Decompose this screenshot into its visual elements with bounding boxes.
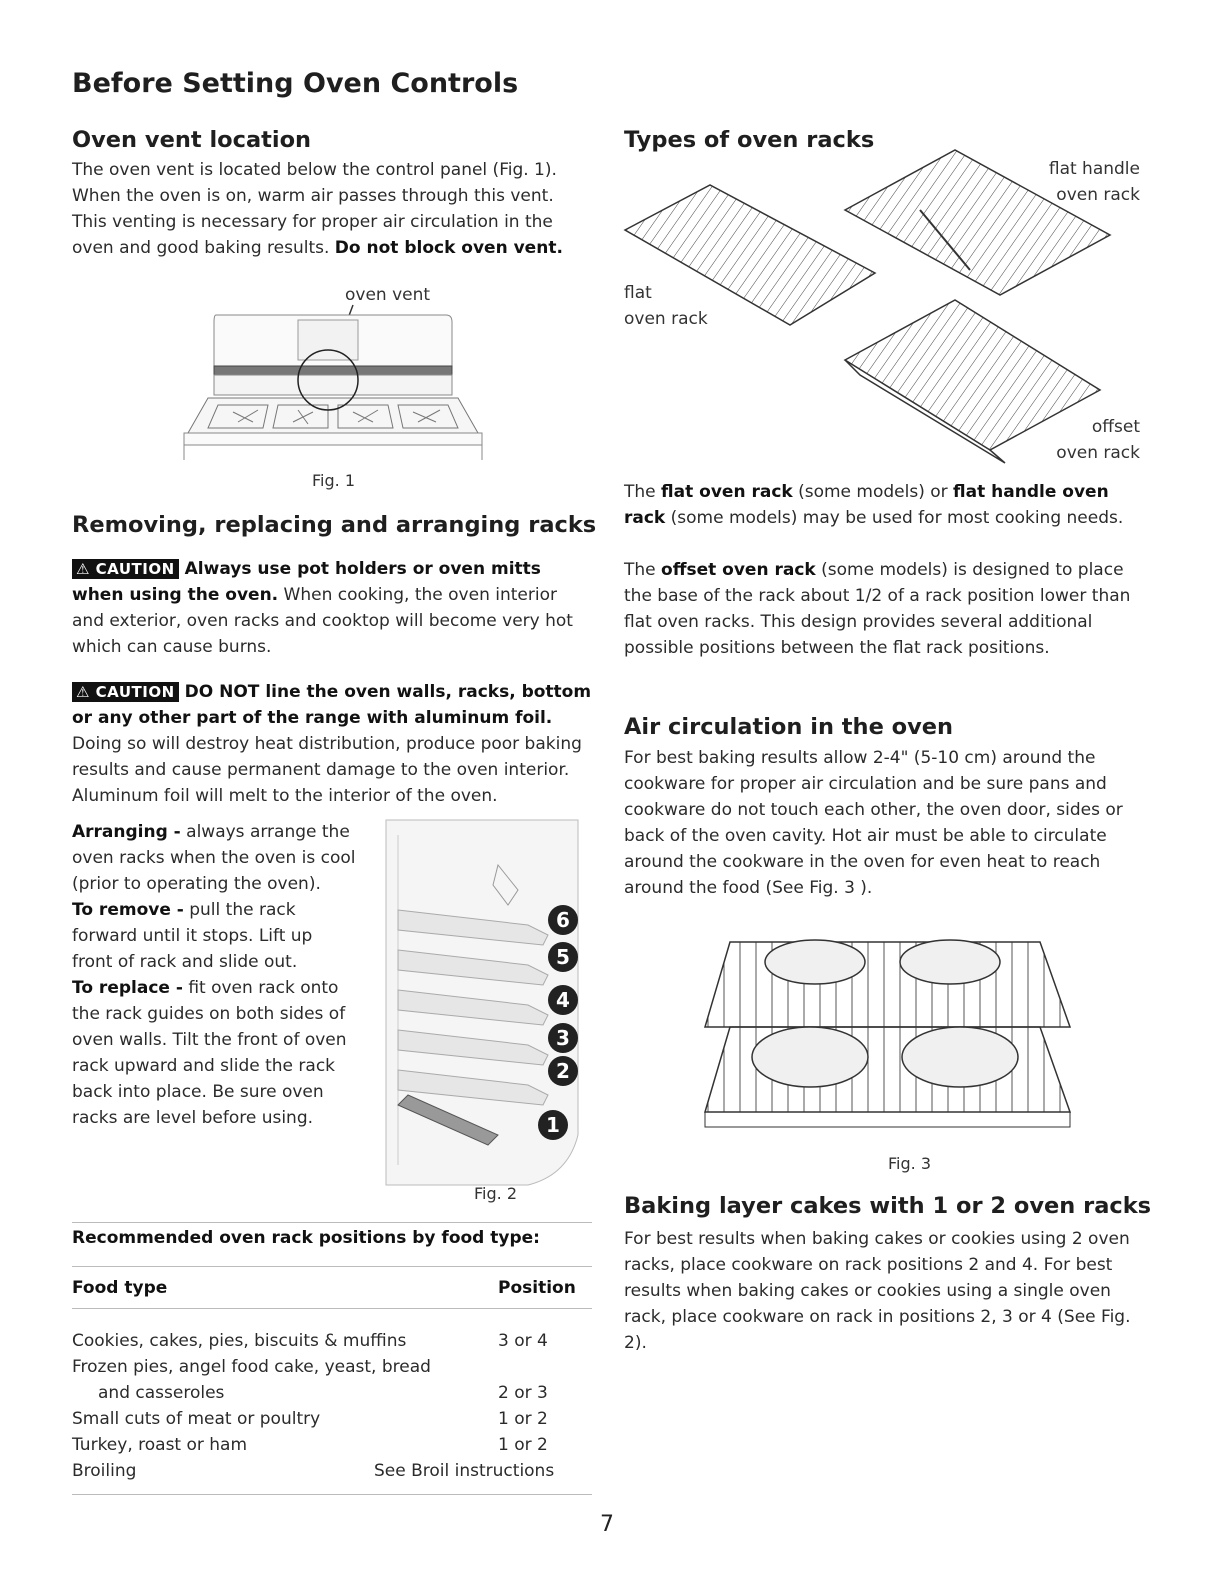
caution-badge: ⚠ CAUTION (72, 559, 179, 579)
fig1-caption: Fig. 1 (312, 471, 355, 490)
vent-figure-label: oven vent (345, 285, 431, 305)
col-header-position: Position (498, 1278, 576, 1298)
divider (72, 1266, 592, 1267)
table-row (72, 1432, 592, 1458)
position-cell: See Broil instructions (374, 1461, 555, 1481)
vent-warning: Do not block oven vent. (334, 238, 563, 258)
divider (72, 1308, 592, 1309)
flat-rack-label: flat oven rack (624, 283, 708, 329)
table-row (72, 1458, 592, 1484)
baking-body: For best results when baking cakes or cookies using 2 oven racks, place cookware on rack positions 2 and 4. For best results when baking cakes or cookies using a single oven rack, place cookware on rack in positions 2, 3 or 4 (See Fig. 2). (624, 1229, 1131, 1353)
rack-instructions (72, 819, 357, 1131)
position-cell: 1 or 2 (498, 1409, 548, 1429)
food-cell: Cookies, cakes, pies, biscuits & muffins (72, 1331, 407, 1351)
rack-number: 4 (556, 988, 570, 1012)
rack-number: 2 (556, 1059, 570, 1083)
caution1-text: When cooking, the oven interior and exterior, oven racks and cooktop will become very hot which can cause burns. (72, 585, 573, 657)
remove-label: To remove - (72, 900, 184, 920)
divider (72, 1494, 592, 1495)
offset-rack-label: offset oven rack (1056, 417, 1140, 463)
table-row (72, 1406, 592, 1432)
food-cell: Turkey, roast or ham (72, 1435, 248, 1455)
remove-text: pull the rack forward until it stops. Lift up front of rack and slide out. (72, 900, 313, 972)
range-illustration (178, 300, 488, 465)
table-title: Recommended oven rack positions by food type: (72, 1228, 540, 1248)
air-heading: Air circulation in the oven (624, 714, 954, 740)
food-cell: and casseroles (98, 1383, 225, 1403)
oven-interior-illustration (378, 815, 598, 1195)
position-cell: 1 or 2 (498, 1435, 548, 1455)
caution2-text: Doing so will destroy heat distribution, produce poor baking results and cause permanent damage to the oven interior. Aluminum foil will melt to the interior of the oven. (72, 734, 582, 806)
position-cell: 3 or 4 (498, 1331, 548, 1351)
vent-heading: Oven vent location (72, 127, 312, 153)
col-header-food: Food type (72, 1278, 168, 1298)
food-cell: Small cuts of meat or poultry (72, 1409, 321, 1429)
position-cell: 2 or 3 (498, 1383, 548, 1403)
food-cell: Broiling (72, 1461, 137, 1481)
vent-body: The oven vent is located below the control panel (Fig. 1). When the oven is on, warm air passes through this vent. This venting is necessary for proper air circulation in the oven and good baking results. (72, 160, 557, 258)
caution2 (72, 679, 592, 809)
replace-label: To replace - (72, 978, 183, 998)
rack-number: 1 (546, 1113, 560, 1137)
table-row (72, 1328, 592, 1354)
rack-number: 6 (556, 908, 570, 932)
rack-types-heading: Types of oven racks (624, 127, 875, 153)
food-cell: Frozen pies, angel food cake, yeast, bread (72, 1357, 431, 1377)
fig2-caption: Fig. 2 (474, 1184, 517, 1203)
rack-number: 3 (556, 1026, 570, 1050)
table-row (72, 1380, 592, 1406)
table-row (72, 1354, 592, 1380)
arranging-text: always arrange the oven racks when the oven is cool (prior to operating the oven). (72, 822, 356, 894)
vent-paragraph (72, 157, 592, 261)
caution1 (72, 556, 592, 660)
fig3-caption: Fig. 3 (888, 1154, 931, 1173)
rack-types-paragraph-1: The flat oven rack (some models) or flat handle oven rack (some models) may be used for most cooking needs. (624, 482, 1124, 528)
replace-text: fit oven rack onto the rack guides on both sides of oven walls. Tilt the front of oven rack upward and slide the rack back into place. Be sure oven racks are level before using. (72, 978, 347, 1128)
caution2-bold: DO NOT line the oven walls, racks, bottom or any other part of the range with aluminum foil. (72, 682, 592, 728)
air-body: For best baking results allow 2-4" (5-10 cm) around the cookware for proper air circulation and be sure pans and cookware do not touch each other, the oven door, sides or back of the oven cavity. Hot air must be able to circulate around the cookware in the oven for even heat to reach around the food (See Fig. 3 ). (624, 748, 1123, 898)
racks-heading: Removing, replacing and arranging racks (72, 512, 597, 538)
caution1-bold: Always use pot holders or oven mitts when using the oven. (72, 559, 541, 605)
divider (72, 1222, 592, 1223)
arranging-label: Arranging - (72, 822, 181, 842)
pans-on-racks-illustration (700, 932, 1080, 1142)
baking-heading: Baking layer cakes with 1 or 2 oven racks (624, 1193, 1152, 1219)
rack-types-illustration (620, 145, 1120, 465)
page-title: Before Setting Oven Controls (72, 68, 519, 99)
caution-badge: ⚠ CAUTION (72, 682, 179, 702)
rack-number: 5 (556, 945, 570, 969)
flat-handle-label: flat handle oven rack (1048, 159, 1140, 205)
rack-types-paragraph-2: The offset oven rack (some models) is designed to place the base of the rack about 1/2 of a rack position lower than flat oven racks. This design provides several additional possible positions between the flat rack positions. (624, 560, 1131, 658)
page-number: 7 (600, 1512, 614, 1537)
